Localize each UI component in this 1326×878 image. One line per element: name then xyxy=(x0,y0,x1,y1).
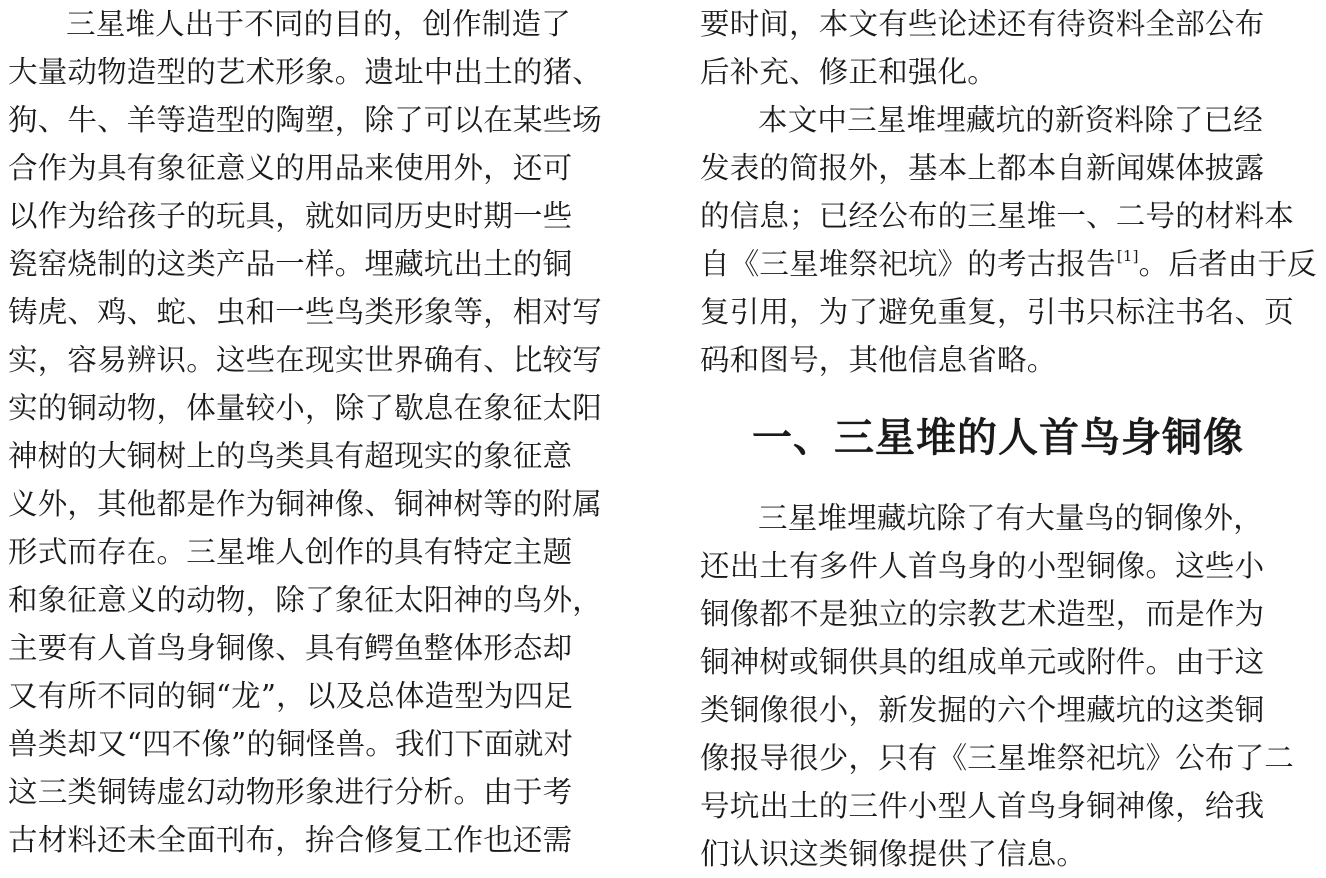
text-line: 实，容易辨识。这些在现实世界确有、比较写 xyxy=(8,343,603,377)
text-line: 形式而存在。三星堆人创作的具有特定主题 xyxy=(8,535,573,569)
text-line: 类铜像很小，新发掘的六个埋藏坑的这类铜 xyxy=(700,693,1265,727)
text-line: 发表的简报外，基本上都本自新闻媒体披露 xyxy=(700,151,1265,185)
text-line: 大量动物造型的艺术形象。遗址中出土的猪、 xyxy=(8,55,603,89)
text-line: 码和图号，其他信息省略。 xyxy=(700,343,1057,377)
text-line: 复引用，为了避免重复，引书只标注书名、页 xyxy=(700,295,1295,329)
text-line: 们认识这类铜像提供了信息。 xyxy=(700,837,1087,871)
text-line: 这三类铜铸虚幻动物形象进行分析。由于考 xyxy=(8,775,573,809)
text-line: 兽类却又“四不像”的铜怪兽。我们下面就对 xyxy=(8,727,574,761)
text-line: 以作为给孩子的玩具，就如同历史时期一些 xyxy=(8,199,573,233)
text-line: 像报导很少，只有《三星堆祭祀坑》公布了二 xyxy=(700,741,1295,775)
text-line: 瓷窑烧制的这类产品一样。埋藏坑出土的铜 xyxy=(8,247,573,281)
text-line: 三星堆埋藏坑除了有大量鸟的铜像外， xyxy=(758,501,1263,535)
text-segment: 。后者由于反 xyxy=(1138,247,1317,281)
text-line: 狗、牛、羊等造型的陶塑，除了可以在某些场 xyxy=(8,103,603,137)
text-line: 和象征意义的动物，除了象征太阳神的鸟外， xyxy=(8,583,603,617)
text-line: 本文中三星堆埋藏坑的新资料除了已经 xyxy=(758,103,1263,137)
text-line: 铜神树或铜供具的组成单元或附件。由于这 xyxy=(700,645,1265,679)
text-segment: 自《三星堆祭祀坑》的考古报告 xyxy=(700,247,1116,281)
text-line: 的信息；已经公布的三星堆一、二号的材料本 xyxy=(700,199,1295,233)
text-line-with-footnote xyxy=(700,240,1320,288)
text-line: 神树的大铜树上的鸟类具有超现实的象征意 xyxy=(8,439,573,473)
text-line: 古材料还未全面刊布，拚合修复工作也还需 xyxy=(8,823,573,857)
footnote-reference[interactable]: [1] xyxy=(1116,247,1139,265)
text-line: 又有所不同的铜“龙”，以及总体造型为四足 xyxy=(8,679,574,713)
text-line: 后补充、修正和强化。 xyxy=(700,55,998,89)
text-line: 合作为具有象征意义的用品来使用外，还可 xyxy=(8,151,573,185)
text-line: 铜像都不是独立的宗教艺术造型，而是作为 xyxy=(700,597,1265,631)
text-line: 义外，其他都是作为铜神像、铜神树等的附属 xyxy=(8,487,603,521)
text-line: 主要有人首鸟身铜像、具有鳄鱼整体形态却 xyxy=(8,631,573,665)
text-line: 三星堆人出于不同的目的，创作制造了 xyxy=(66,7,571,41)
section-heading: 一、三星堆的人首鸟身铜像 xyxy=(752,415,1244,461)
text-line: 号坑出土的三件小型人首鸟身铜神像，给我 xyxy=(700,789,1265,823)
text-line: 实的铜动物，体量较小，除了歇息在象征太阳 xyxy=(8,391,603,425)
text-line: 要时间，本文有些论述还有待资料全部公布 xyxy=(700,7,1265,41)
text-line: 铸虎、鸡、蛇、虫和一些鸟类形象等，相对写 xyxy=(8,295,603,329)
text-line: 还出土有多件人首鸟身的小型铜像。这些小 xyxy=(700,549,1265,583)
